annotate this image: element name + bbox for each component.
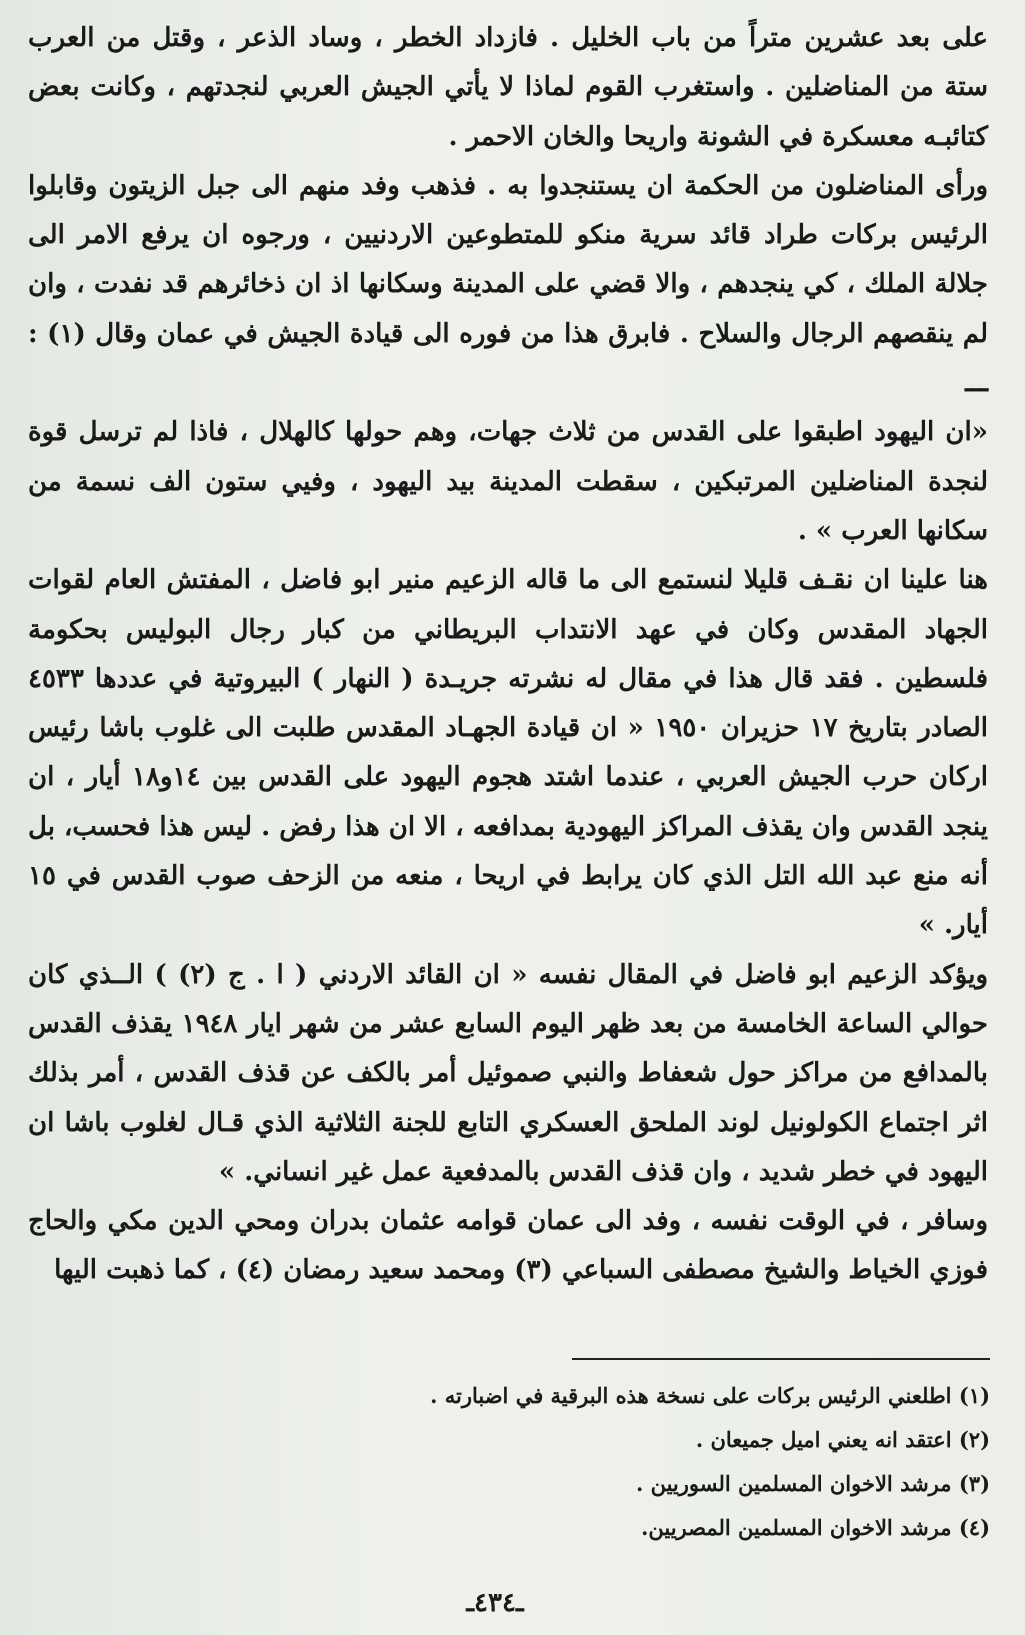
footnote-divider [572, 1358, 990, 1360]
footnote-2: (٢) اعتقد انه يعني اميل جميعان . [695, 1427, 990, 1452]
paragraph-6: وسافر ، في الوقت نفسه ، وفد الى عمان قوامه عثمان بدران ومحي الدين مكي والحاج فوزي الخياط والشيخ مصطفى السباعي (٣) ومحمد سعيد رمضان (٤) ، كما ذهبت اليها [28, 1206, 988, 1286]
footnotes [300, 1374, 990, 1550]
main-text [28, 14, 988, 1296]
paragraph-4: هنا علينا ان نقـف قليلا لنستمع الى ما قاله الزعيم منير ابو فاضل ، المفتش العام لقوات الجهاد المقدس وكان في عهد الانتداب البريطاني من كبار رجال البوليس بحكومة فلسطين . فقد قال هذا في مقال له نشرته جريـدة ( النهار ) البيروتية في عددها ٤٥٣٣ الصادر بتاريخ ١٧ حزيران ١٩٥٠ « ان قيادة الجهـاد المقدس طلبت الى غلوب باشا رئيس اركان حرب الجيش العربي ، عندما اشتد هجوم اليهود على القدس بين ١٤و١٨ أيار ، ان ينجد القدس وان يقذف المراكز اليهودية بمدافعه ، الا ان هذا رفض . ليس هذا فحسب، بل أنه منع عبد الله التل الذي كان يرابط في اريحا ، منعه من الزحف صوب القدس في ١٥ أيار. » [28, 565, 989, 941]
paragraph-3-telegram-quote: «ان اليهود اطبقوا على القدس من ثلاث جهات، وهم حولها كالهلال ، فاذا لم ترسل قوة لنجدة المناضلين المرتبكين ، سقطت المدينة بيد اليهود ، وفيي ستون الف نسمة من سكانها العرب » . [28, 417, 988, 546]
page-number: ـ٤٣٤ـ [466, 1588, 524, 1618]
paragraph-1: على بعد عشرين متراً من باب الخليل . فازداد الخطر ، وساد الذعر ، وقتل من العرب ستة من المناضلين . واستغرب القوم لماذا لا يأتي الجيش العربي لنجدتهم ، وكانت بعض كتائبـه معسكرة في الشونة واريحا والخان الاحمر . [28, 23, 988, 152]
footnote-4: (٤) مرشد الاخوان المسلمين المصريين. [641, 1515, 990, 1540]
paragraph-5: ويؤكد الزعيم ابو فاضل في المقال نفسه « ان القائد الاردني ( ا . ج (٢) ) الــذي كان حوالي الساعة الخامسة من بعد ظهر اليوم السابع عشر من شهر ايار ١٩٤٨ يقذف القدس بالمدافع من مراكز حول شعفاط والنبي صموئيل أمر بالكف عن قذف القدس ، أمر بذلك اثر اجتماع الكولونيل لوند الملحق العسكري التابع للجنة الثلاثية الذي قـال لغلوب باشا ان اليهود في خطر شديد ، وان قذف القدس بالمدفعية عمل غير انساني. » [28, 959, 988, 1187]
footnote-3: (٣) مرشد الاخوان المسلمين السوريين . [635, 1471, 990, 1496]
footnote-1: (١) اطلعني الرئيس بركات على نسخة هذه البرقية في اضبارته . [430, 1383, 990, 1408]
paragraph-2: ورأى المناضلون من الحكمة ان يستنجدوا به . فذهب وفد منهم الى جبل الزيتون وقابلوا الرئيس بركات طراد قائد سرية منكو للمتطوعين الاردنيين ، ورجوه ان يرفع الامر الى جلالة الملك ، كي ينجدهم ، والا قضي على المدينة وسكانها اذ ان ذخائرهم قد نفدت ، وان لم ينقصهم الرجال والسلاح . فابرق هذا من فوره الى قيادة الجيش في عمان وقال (١) : ـــ [28, 170, 989, 399]
